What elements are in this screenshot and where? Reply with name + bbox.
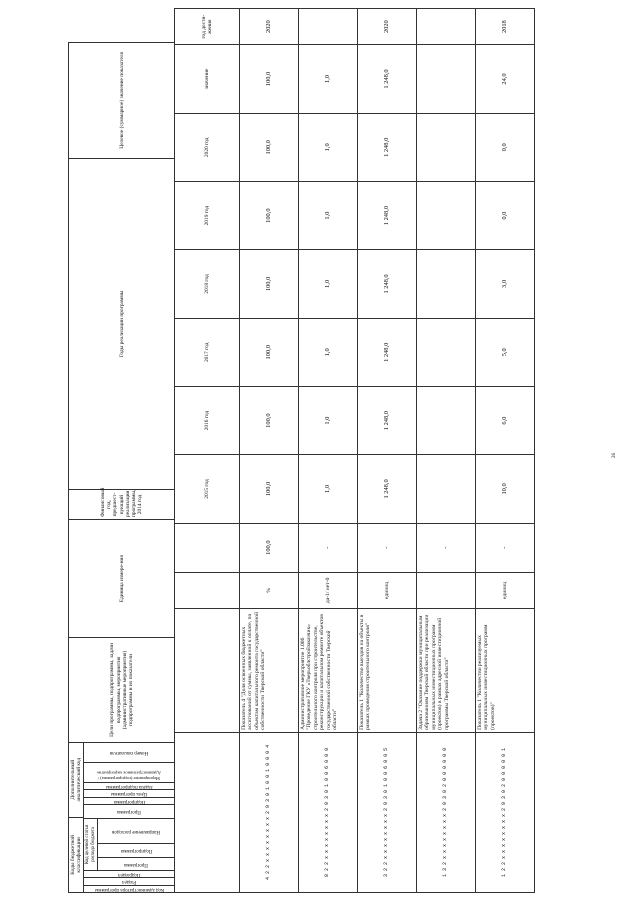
year-reach-header: год дости-жения	[175, 9, 240, 45]
fin-year-cell: -	[358, 523, 417, 572]
table-row	[476, 9, 535, 893]
subsection-header: Подраздел	[118, 871, 141, 877]
year-value-cell: 5,0	[476, 318, 535, 386]
program-indicators-table	[68, 8, 175, 893]
year-value-cell: 1,0	[299, 386, 358, 454]
expense-direction-header: Направление расходов	[112, 828, 161, 834]
year-2018-header: 2018 год	[175, 250, 240, 318]
reach-year-cell	[299, 9, 358, 45]
indicator-name-cell: Показатель 1 "Количество выездов на объекты в рамках проведения строительного контроля"	[358, 609, 417, 733]
reach-year-cell: 2020	[358, 9, 417, 45]
years-group-header: Годы реализации программы	[69, 158, 175, 489]
program-goal-header: Цель программы	[111, 791, 148, 797]
event-header: Мероприятие (подпрограммы) / Административное мероприятие	[97, 771, 162, 782]
year-value-cell: 1,0	[299, 250, 358, 318]
year-value-cell: 0,0	[476, 113, 535, 181]
year-value-cell: 100,0	[240, 455, 299, 523]
fin-year-header: Финансовый год, предшест-вующий реализации программы, 2014 год	[69, 489, 175, 519]
table-row	[240, 9, 299, 893]
target-value-cell: 100,0	[240, 45, 299, 113]
fin-year-cell: -	[476, 523, 535, 572]
indicator-name-cell: Показатель 4 "Доля освоенных бюджетных ассигнований от суммы, заявленной к оплате, по объектам капитального ремонта государственной собственности Тверской области"	[240, 609, 299, 733]
subprogram-task-header: Задача подпрограммы	[105, 783, 153, 789]
year-value-cell: 1,0	[299, 113, 358, 181]
target-value-cell: 1,0	[299, 45, 358, 113]
year-2019-header: 2019 год	[175, 181, 240, 249]
year-2020-header: 2020 год	[175, 113, 240, 181]
year-value-cell	[417, 386, 476, 454]
header-row-years	[175, 9, 240, 893]
unit-cell: единиц	[476, 572, 535, 608]
fin-year-cell: -	[299, 523, 358, 572]
year-value-cell: 1 248,0	[358, 181, 417, 249]
indicator-name-cell: Показатель 1 "Количество реализуемых муниципальных инвестиционных программ (проектов)"	[476, 609, 535, 733]
year-value-cell: 100,0	[240, 318, 299, 386]
unit-cell: единиц	[358, 572, 417, 608]
add-program-header: Программа	[117, 809, 142, 815]
year-value-cell	[417, 181, 476, 249]
target-value-cell: 24,0	[476, 45, 535, 113]
year-value-cell: 1 248,0	[358, 318, 417, 386]
indicator-number-header: Номер показателя	[110, 750, 149, 756]
add-subprogram-header: Подпрограмма	[113, 798, 146, 804]
budget-code-cell: 3 2 2 х х х х х х х х 2 9 3 0 1 0 0 6 0 0 5	[358, 732, 417, 892]
budget-code-cell: 1 2 2 х х х х х х х х 2 9 3 0 2 0 0 0 0 0 1	[476, 732, 535, 892]
section-header: Раздел	[122, 879, 137, 885]
indicator-name-cell: Задача 2 "Оказание поддержки муниципальным образованиям Тверской области при реализации муниципальных инвестиционных программ (проектов) в рамках адресной инвестиционной программы Тверской области"	[417, 609, 476, 733]
reach-year-cell: 2020	[240, 9, 299, 45]
year-2016-header: 2016 год	[175, 386, 240, 454]
value-header: значение	[175, 45, 240, 113]
additional-code-header: Дополнительный аналитический код	[70, 757, 83, 802]
program-header: Программа	[124, 861, 149, 867]
indicators-body	[174, 8, 535, 893]
subprogram-header: Подпрограмма	[120, 848, 153, 854]
year-value-cell: 100,0	[240, 181, 299, 249]
budget-code-cell: 1 3 2 х х х х х х х х 2 9 3 0 2 0 0 0 0 0 0	[417, 732, 476, 892]
target-value-cell: 1 248,0	[358, 45, 417, 113]
year-value-cell	[417, 318, 476, 386]
year-value-cell: 100,0	[240, 250, 299, 318]
unit-cell: да-1/ нет-0	[299, 572, 358, 608]
year-value-cell: 3,0	[476, 250, 535, 318]
year-value-cell: 10,0	[476, 455, 535, 523]
target-value-cell	[417, 45, 476, 113]
unit-header: Единица измере-ния	[69, 520, 175, 638]
fin-year-cell: 100,0	[240, 523, 299, 572]
budget-code-cell: 4 2 2 х х х х х х х х 2 9 3 0 1 0 0 1 0 0 0 4	[240, 732, 299, 892]
year-value-cell: 1,0	[299, 181, 358, 249]
year-value-cell: 0,0	[476, 181, 535, 249]
unit-cell: %	[240, 572, 299, 608]
reach-year-cell: 2018	[476, 9, 535, 45]
year-value-cell: 100,0	[240, 113, 299, 181]
indicator-name-cell: Административное мероприятие 1.006 "Проведение ГКУ «Тверьоблстройзаказчик» строительного контроля при строительстве, реконструкции и капитальном ремонте объектов государственной собственности Тверской области"	[299, 609, 358, 733]
budget-classification-header: Коды бюджетной классификации	[69, 817, 83, 892]
goals-text-header: Цели программы, подпрограммы, задачи подпрограммы, мероприятия (административные мероприятия) подпрограммы и их показатели	[69, 638, 175, 742]
budget-code-cell: 8 2 2 х х х х х х х х 2 9 3 0 1 0 0 6 0 0 0	[299, 732, 358, 892]
year-value-cell: 1 248,0	[358, 386, 417, 454]
year-2017-header: 2017 год	[175, 318, 240, 386]
fin-year-cell: -	[417, 523, 476, 572]
table-row	[358, 9, 417, 893]
year-value-cell	[417, 250, 476, 318]
year-value-cell: 1 248,0	[358, 455, 417, 523]
year-value-cell: 100,0	[240, 386, 299, 454]
page-number: 26	[612, 453, 617, 458]
year-value-cell: 1,0	[299, 318, 358, 386]
unit-cell	[417, 572, 476, 608]
year-value-cell: 1,0	[299, 455, 358, 523]
table-row	[417, 9, 476, 893]
budget-codes-header	[69, 742, 175, 892]
target-item-header: Код целевой статьи расхода бюджета	[84, 819, 98, 870]
table-row	[299, 9, 358, 893]
year-value-cell	[417, 455, 476, 523]
year-2015-header: 2015 год	[175, 455, 240, 523]
year-value-cell: 1 248,0	[358, 250, 417, 318]
year-value-cell: 1 248,0	[358, 113, 417, 181]
admin-code-header: Код администратора программы	[94, 886, 164, 892]
year-value-cell	[417, 113, 476, 181]
header-row-1	[69, 8, 175, 893]
year-value-cell: 6,0	[476, 386, 535, 454]
target-group-header: Целевое (суммарное) значение показателя	[69, 42, 175, 158]
reach-year-cell	[417, 9, 476, 45]
